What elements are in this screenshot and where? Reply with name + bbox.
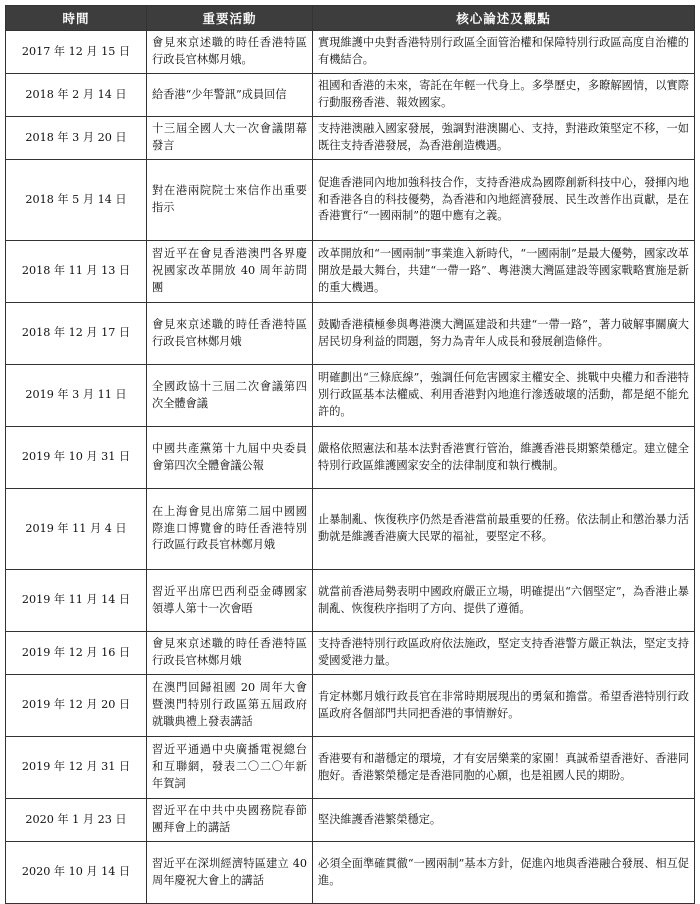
- activity-cell: 會見來京述職的時任香港特區行政長官林鄭月娥: [147, 303, 313, 365]
- date-cell: 2019 年 11 月 4 日: [6, 489, 147, 570]
- key-point-cell: 嚴格依照憲法和基本法對香港實行管治，維護香港長期繁榮穩定。建立健全特別行政區維護國家安全的法律制度和執行機制。: [313, 427, 695, 489]
- activity-cell: 習近平在深圳經濟特區建立 40 周年慶祝大會上的講話: [147, 842, 313, 904]
- date-cell: 2019 年 3 月 11 日: [6, 365, 147, 427]
- key-point-cell: 堅決維護香港繁榮穩定。: [313, 799, 695, 842]
- key-point-cell: 促進香港同內地加強科技合作，支持香港成為國際創新科技中心，發揮內地和香港各自的科技優勢，為香港和內地經濟發展、民生改善作出貢獻，是在香港實行“一國兩制”的題中應有之義。: [313, 160, 695, 241]
- key-point-cell: 明確劃出“三條底線”，強調任何危害國家主權安全、挑戰中央權力和香港特別行政區基本法權威、利用香港對內地進行滲透破壞的活動，都是絕不能允許的。: [313, 365, 695, 427]
- date-cell: 2019 年 12 月 31 日: [6, 737, 147, 799]
- activity-cell: 習近平出席巴西利亞金磚國家領導人第十一次會晤: [147, 570, 313, 632]
- key-point-cell: 鼓勵香港積極參與粵港澳大灣區建設和共建“一帶一路”，著力破解事關廣大居民切身利益的問題，努力為青年人成長和發展創造條件。: [313, 303, 695, 365]
- date-cell: 2019 年 12 月 16 日: [6, 632, 147, 675]
- key-point-cell: 實現維護中央對香港特別行政區全面管治權和保障特別行政區高度自治權的有機結合。: [313, 31, 695, 74]
- table-row: [6, 675, 695, 737]
- table-row: [6, 737, 695, 799]
- table-body: [6, 31, 695, 904]
- table-row: [6, 570, 695, 632]
- table-row: [6, 489, 695, 570]
- activity-cell: 全國政協十三屆二次會議第四次全體會議: [147, 365, 313, 427]
- key-point-cell: 祖國和香港的未來，寄託在年輕一代身上。多學歷史，多瞭解國情，以實際行動服務香港、報效國家。: [313, 74, 695, 117]
- date-cell: 2017 年 12 月 15 日: [6, 31, 147, 74]
- table-row: [6, 74, 695, 117]
- date-cell: 2018 年 11 月 13 日: [6, 241, 147, 303]
- activity-cell: 十三屆全國人大一次會議閉幕發言: [147, 117, 313, 160]
- activity-cell: 習近平在會見香港澳門各界慶祝國家改革開放 40 周年訪問團: [147, 241, 313, 303]
- table-row: [6, 842, 695, 904]
- activity-cell: 對在港兩院院士來信作出重要指示: [147, 160, 313, 241]
- header-activity: 重要活動: [147, 6, 313, 31]
- header-row: [6, 6, 695, 31]
- activity-cell: 會見來京述職的時任香港特區行政長官林鄭月娥。: [147, 31, 313, 74]
- table-row: [6, 31, 695, 74]
- key-point-cell: 必須全面準確貫徹“一國兩制”基本方針，促進內地與香港融合發展、相互促進。: [313, 842, 695, 904]
- key-point-cell: 改革開放和“一國兩制”事業進入新時代，“一國兩制”是最大優勢，國家改革開放是最大舞台，共建“一帶一路”、粵港澳大灣區建設等國家戰略實施是新的重大機遇。: [313, 241, 695, 303]
- key-point-cell: 肯定林鄭月娥行政長官在非常時期展現出的勇氣和擔當。希望香港特別行政區政府各個部門共同把香港的事情辦好。: [313, 675, 695, 737]
- key-point-cell: 支持香港特別行政區政府依法施政，堅定支持香港警方嚴正執法，堅定支持愛國愛港力量。: [313, 632, 695, 675]
- table-row: [6, 117, 695, 160]
- table-row: [6, 427, 695, 489]
- activity-cell: 習近平通過中央廣播電視總台和互聯網，發表二〇二〇年新年賀詞: [147, 737, 313, 799]
- activity-cell: 會見來京述職的時任香港特區行政長官林鄭月娥: [147, 632, 313, 675]
- activity-cell: 給香港“少年警訊”成員回信: [147, 74, 313, 117]
- activity-cell: 在澳門回歸祖國 20 周年大會暨澳門特別行政區第五屆政府就職典禮上發表講話: [147, 675, 313, 737]
- date-cell: 2018 年 5 月 14 日: [6, 160, 147, 241]
- header-time: 時間: [6, 6, 147, 31]
- key-point-cell: 就當前香港局勢表明中國政府嚴正立場，明確提出“六個堅定”，為香港止暴制亂、恢復秩序指明了方向、提供了遵循。: [313, 570, 695, 632]
- date-cell: 2018 年 12 月 17 日: [6, 303, 147, 365]
- date-cell: 2018 年 3 月 20 日: [6, 117, 147, 160]
- table-row: [6, 365, 695, 427]
- header-key-points: 核心論述及觀點: [313, 6, 695, 31]
- table-row: [6, 632, 695, 675]
- key-point-cell: 止暴制亂、恢復秩序仍然是香港當前最重要的任務。依法制止和懲治暴力活動就是維護香港廣大民眾的福祉，要堅定不移。: [313, 489, 695, 570]
- activity-cell: 在上海會見出席第二屆中國國際進口博覽會的時任香港特別行政區行政長官林鄭月娥: [147, 489, 313, 570]
- activity-cell: 習近平在中共中央國務院春節團拜會上的講話: [147, 799, 313, 842]
- date-cell: 2018 年 2 月 14 日: [6, 74, 147, 117]
- activity-cell: 中國共產黨第十九屆中央委員會第四次全體會議公報: [147, 427, 313, 489]
- table-row: [6, 241, 695, 303]
- table-row: [6, 303, 695, 365]
- date-cell: 2020 年 1 月 23 日: [6, 799, 147, 842]
- key-point-cell: 支持港澳融入國家發展，強調對港澳關心、支持，對港政策堅定不移，一如既往支持香港發展，為香港創造機遇。: [313, 117, 695, 160]
- table-row: [6, 160, 695, 241]
- key-point-cell: 香港要有和諧穩定的環境，才有安居樂業的家園！真誠希望香港好、香港同胞好。香港繁榮穩定是香港同胞的心願，也是祖國人民的期盼。: [313, 737, 695, 799]
- date-cell: 2019 年 11 月 14 日: [6, 570, 147, 632]
- date-cell: 2019 年 12 月 20 日: [6, 675, 147, 737]
- timeline-table: [5, 5, 695, 904]
- date-cell: 2020 年 10 月 14 日: [6, 842, 147, 904]
- table-row: [6, 799, 695, 842]
- date-cell: 2019 年 10 月 31 日: [6, 427, 147, 489]
- document-page: [5, 5, 694, 904]
